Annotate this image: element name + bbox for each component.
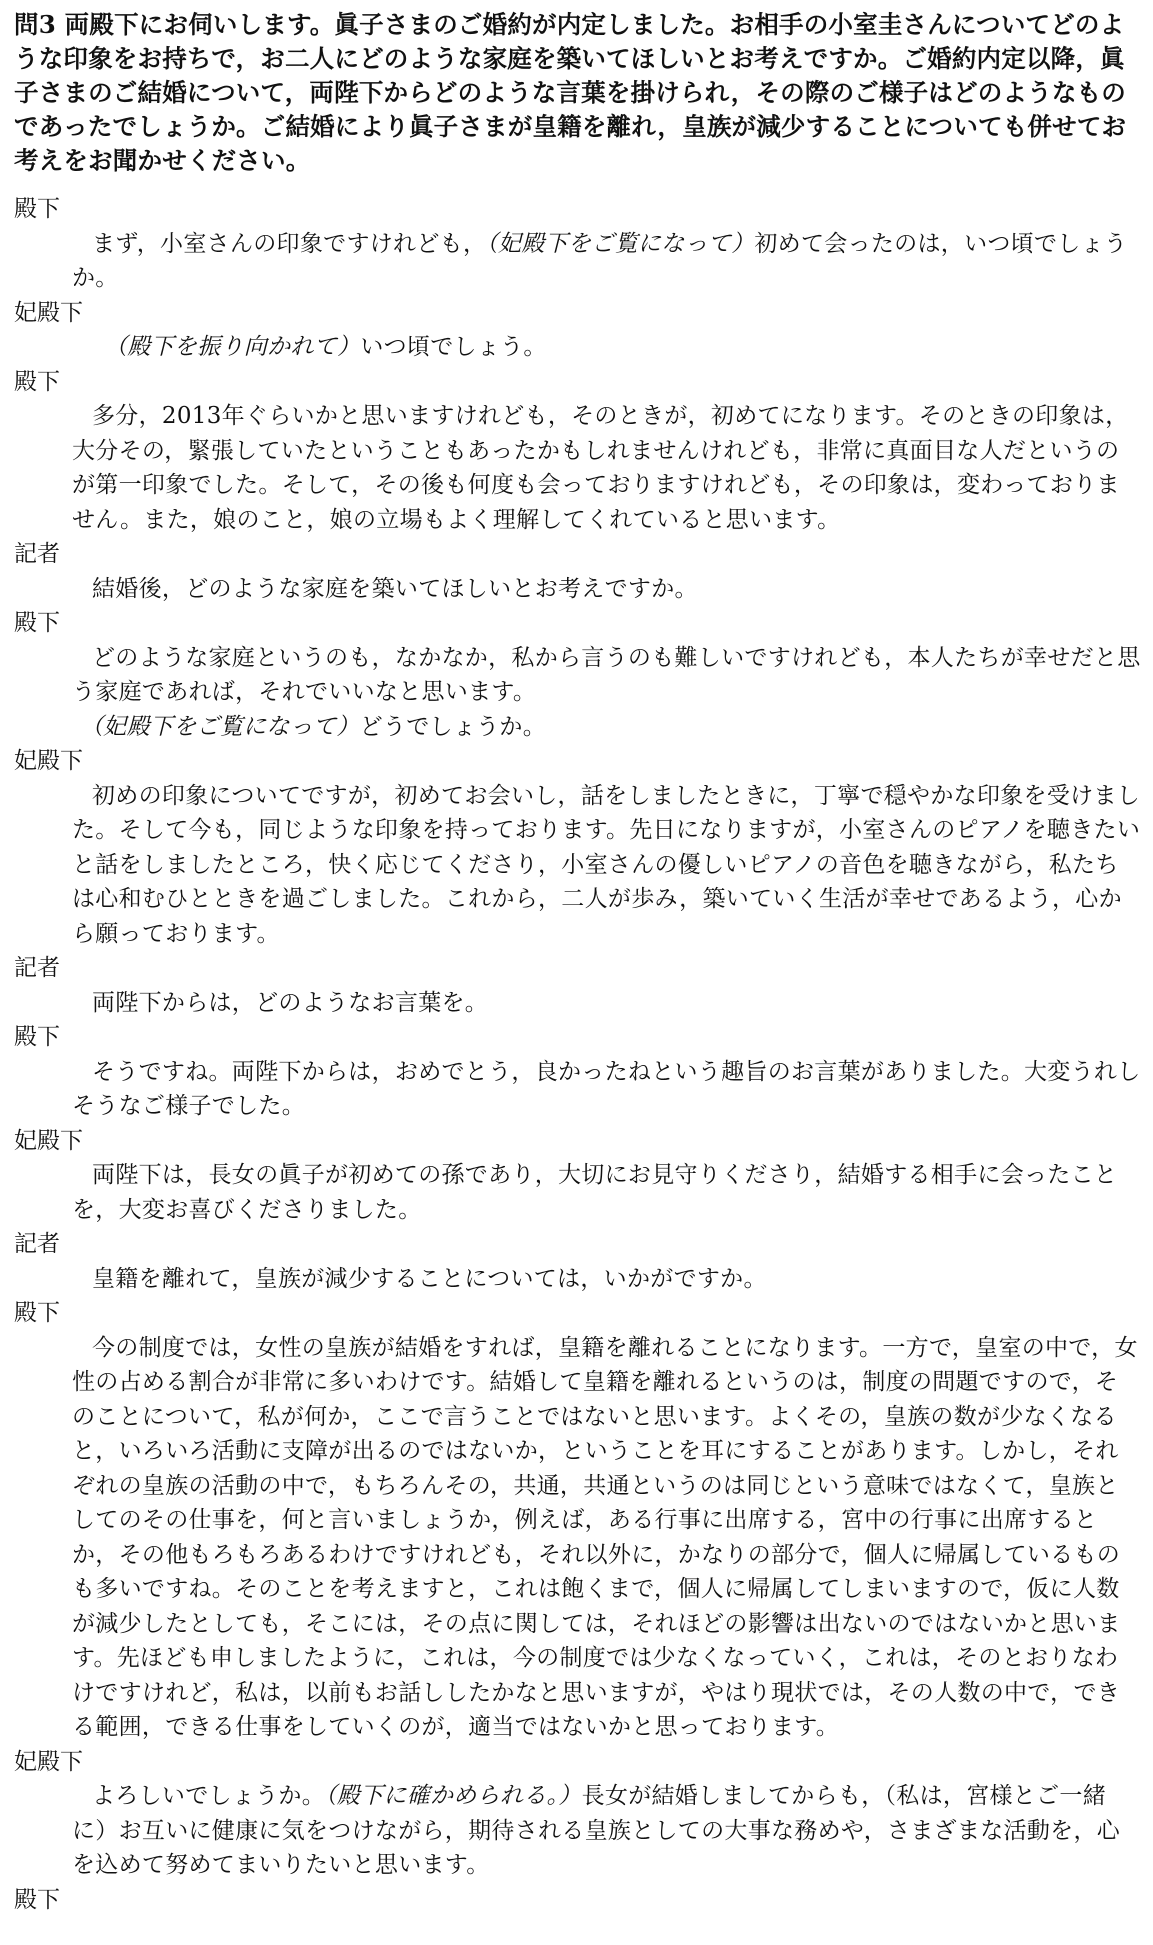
utterance-text: [72, 779, 1141, 952]
utterance-text: [72, 1331, 1141, 1745]
question-heading: 問3 両殿下にお伺いします。眞子さまのご婚約が内定しました。お相手の小室圭さんについてどのような印象をお持ちで，お二人にどのような家庭を築いてほしいとお考えですか。ご婚約内定以降，眞子さまのご結婚について，両陛下からどのような言葉を掛けられ，その際のご様子はどのようなものであったでしょうか。ご結婚により眞子さまが皇籍を離れ，皇族が減少することについても併せてお考えをお聞かせください。: [14, 10, 1127, 175]
spoken-text: 多分，2013年ぐらいかと思いますけれども，そのときが，初めてになります。そのときの印象は，大分その，緊張していたということもあったかもしれませんけれども，非常に真面目な人だというのが第一印象でした。そして，その後も何度も会っておりますけれども，その印象は，変わっておりません。また，娘のこと，娘の立場もよく理解してくれていると思います。: [72, 403, 1129, 533]
spoken-text: 皇籍を離れて，皇族が減少することについては，いかがですか。: [92, 1265, 767, 1292]
utterance-text: [72, 1262, 1141, 1297]
speaker-label: 記者: [14, 1231, 60, 1257]
speaker-label: 記者: [14, 955, 60, 981]
speaker-label: 記者: [14, 541, 60, 567]
spoken-text: まず，小室さんの印象ですけれども，: [92, 230, 487, 257]
speaker-label: 殿下: [14, 368, 60, 395]
speaker-label: 殿下: [14, 196, 60, 222]
stage-direction: （妃殿下をご覧になって）: [80, 713, 360, 740]
utterance-text: [72, 986, 1141, 1021]
spoken-text: いつ頃でしょう。: [360, 334, 547, 360]
stage-direction: （殿下を振り向かれて）: [104, 334, 361, 360]
utterance-text: [72, 710, 1141, 745]
transcript: [14, 192, 1141, 1917]
utterance-text: [72, 641, 1141, 710]
utterance-text: [104, 330, 1141, 365]
spoken-text: そうですね。両陛下からは，おめでとう，良かったねという趣旨のお言葉がありました。大変うれしそうなご様子でした。: [72, 1058, 1141, 1119]
speaker-label: 殿下: [14, 1300, 60, 1326]
utterance-text: [72, 1158, 1141, 1227]
spoken-text: 両陛下は，長女の眞子が初めての孫であり，大切にお見守りくださり，結婚する相手に会ったことを，大変お喜びくださりました。: [72, 1162, 1118, 1223]
spoken-text: よろしいでしょうか。: [92, 1783, 325, 1809]
spoken-text: 長女が結婚しましてからも，（私は，宮様とご一緒に）お互いに健康に気をつけながら，期待される皇族としての大事な務めや，さまざまな活動を，心を込めて努めてまいりたいと思います。: [72, 1783, 1121, 1878]
utterance-text: [72, 1779, 1141, 1883]
speaker-label: 妃殿下: [14, 1748, 83, 1775]
speaker-label: 妃殿下: [14, 1127, 83, 1154]
spoken-text: 今の制度では，女性の皇族が結婚をすれば，皇籍を離れることになります。一方で，皇室の中で，女性の占める割合が非常に多いわけです。結婚して皇籍を離れるというのは，制度の問題ですので，そのことについて，私が何か，ここで言うことではないと思います。よくその，皇族の数が少なくなると，いろいろ活動に支障が出るのではないか，ということを耳にすることがあります。しかし，それぞれの皇族の活動の中で，もちろんその，共通，共通というのは同じという意味ではなくて，皇族としてのその仕事を，何と言いましょうか，例えば，ある行事に出席する，宮中の行事に出席するとか，その他もろもろあるわけですけれども，それ以外に，かなりの部分で，個人に帰属しているものも多いですね。そのことを考えますと，これは飽くまで，個人に帰属してしまいますので，仮に人数が減少したとしても，そこには，その点に関しては，それほどの影響は出ないのではないかと思います。先ほども申しましたように，これは，今の制度では少なくなっていく，これは，そのとおりなわけですけれど，私は，以前もお話ししたかなと思いますが，やはり現状では，その人数の中で，できる範囲，できる仕事をしていくのが，適当ではないかと思っております。: [72, 1334, 1138, 1740]
spoken-text: 初めの印象についてですが，初めてお会いし，話をしましたときに，丁寧で穏やかな印象を受けました。そして今も，同じような印象を持っております。先日になりますが，小室さんのピアノを聴きたいと話をしましたところ，快く応じてくださり，小室さんの優しいピアノの音色を聴きながら，私たちは心和むひとときを過ごしました。これから，二人が歩み，築いていく生活が幸せであるよう，心から願っております。: [72, 782, 1141, 947]
speaker-label: 妃殿下: [14, 748, 83, 774]
utterance-text: [72, 572, 1141, 607]
utterance-text: [72, 227, 1141, 296]
spoken-text: 結婚後，どのような家庭を築いてほしいとお考えですか。: [92, 575, 698, 602]
stage-direction: （妃殿下をご覧になって）: [486, 230, 755, 257]
spoken-text: 初めて会ったのは，いつ頃でしょうか。: [72, 230, 1128, 291]
spoken-text: 両陛下からは，どのようなお言葉を。: [92, 989, 489, 1016]
stage-direction: （殿下に確かめられる。）: [325, 1783, 582, 1809]
utterance-text: [72, 399, 1141, 537]
spoken-text: どのような家庭というのも，なかなか，私から言うのも難しいですけれども，本人たちが幸せだと思う家庭であれば，それでいいなと思います。: [72, 644, 1141, 705]
utterance-text: [72, 1055, 1141, 1124]
spoken-text: どうでしょうか。: [359, 713, 547, 740]
speaker-label: 殿下: [14, 610, 60, 636]
speaker-label: 殿下: [14, 1024, 60, 1050]
speaker-label: 殿下: [14, 1886, 60, 1913]
speaker-label: 妃殿下: [14, 299, 83, 326]
